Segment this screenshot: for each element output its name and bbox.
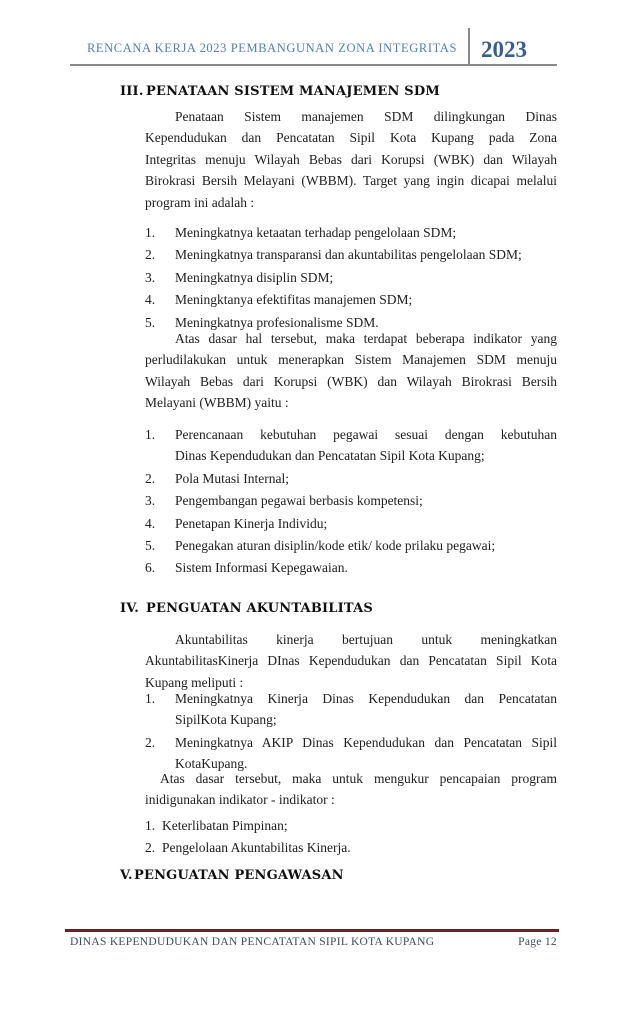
list-item-text: Sistem Informasi Kepegawaian. [175, 560, 348, 576]
list-item [145, 244, 557, 265]
footer-rule [65, 929, 559, 932]
list-item-text: Meningkatnya transparansi dan akuntabilitas pengelolaan SDM; [175, 247, 522, 263]
list-item-line: KotaKupang. [175, 756, 248, 772]
list-item-number: 6. [145, 560, 156, 576]
section-title: PENGUATAN AKUNTABILITAS [146, 601, 373, 616]
list-item [145, 222, 557, 243]
header-title: RENCANA KERJA 2023 PEMBANGUNAN ZONA INTEGRITAS [86, 40, 457, 55]
list-item [145, 815, 557, 836]
list-item-text: Meningkatnya profesionalisme SDM. [175, 314, 379, 330]
list-item-text: Meningktanya efektifitas manajemen SDM; [175, 292, 413, 308]
list-item-number: 2. [145, 470, 156, 486]
document-body [120, 0, 557, 1024]
paragraph-s3-intro [145, 106, 557, 213]
footer-page-number: Page 12 [518, 936, 557, 948]
list-item [145, 289, 557, 310]
section-number: IV. [120, 601, 140, 616]
list-item-text [175, 424, 557, 467]
list-item-text: Penegakan aturan disiplin/kode etik/ kode prilaku pegawai; [175, 538, 496, 554]
paragraph-line: program ini adalah : [145, 194, 255, 210]
paragraph-line: Wilayah Bebas dari Korupsi (WBK) dan Wilayah Birokrasi Bersih [145, 373, 557, 389]
paragraph-line: Atas dasar tersebut, maka untuk mengukur pencapaian program [160, 771, 557, 786]
list-item-line: Meningkatnya AKIP Dinas Kependudukan dan Pencatatan Sipil [175, 734, 557, 750]
list-item [145, 513, 557, 534]
list-item-number: 1. [145, 691, 156, 706]
paragraph-line: AkuntabilitasKinerja DInas Kependudukan dan Pencatatan Sipil Kota [145, 653, 557, 669]
paragraph-line: perludilakukan untuk menerapkan Sistem Manajemen SDM menuju [145, 352, 557, 368]
list-item-number: 5. [145, 538, 156, 554]
list-s4-goals [145, 688, 557, 776]
list-item [145, 688, 557, 731]
list-s3-targets [145, 222, 557, 334]
paragraph-line: Atas dasar hal tersebut, maka terdapat beberapa indikator yang [175, 331, 557, 346]
list-item [145, 490, 557, 511]
list-item-text: Pengembangan pegawai berbasis kompetensi; [175, 493, 423, 509]
list-item-number: 4. [145, 515, 156, 531]
list-item-text: Meningkatnya disiplin SDM; [175, 269, 334, 285]
section-title: PENATAAN SISTEM MANAJEMEN SDM [146, 84, 440, 99]
list-item-number: 1. [145, 427, 156, 442]
paragraph-line: Integritas menuju Wilayah Bebas dari Korupsi (WBK) dan Wilayah [145, 151, 557, 167]
list-item-text: Pengelolaan Akuntabilitas Kinerja. [162, 840, 351, 856]
list-item-number: 3. [145, 269, 156, 285]
list-item-text: Pola Mutasi Internal; [175, 470, 289, 486]
list-s4-indicators [145, 815, 557, 860]
section-title: PENGUATAN PENGAWASAN [134, 868, 344, 883]
list-item-number: 1. [145, 818, 156, 833]
list-item-number: 2. [145, 734, 156, 750]
list-item-text: Penetapan Kinerja Individu; [175, 515, 328, 531]
list-item-line: Dinas Kependudukan dan Pencatatan Sipil Kota Kupang; [175, 448, 485, 464]
list-item [145, 424, 557, 467]
list-item-number: 5. [145, 314, 156, 330]
list-item-line: SipilKota Kupang; [175, 712, 277, 728]
paragraph-line: Kupang meliputi : [145, 674, 244, 690]
section-heading-iv [120, 601, 557, 616]
list-item [145, 837, 557, 858]
list-item-number: 2. [145, 247, 156, 263]
list-item [145, 468, 557, 489]
list-item-text [175, 688, 557, 731]
list-item [145, 267, 557, 288]
paragraph-line: Birokrasi Bersih Melayani (WBBM). Target yang ingin dicapai melalui [145, 173, 557, 189]
list-s3-indicators [145, 424, 557, 580]
list-item-text: Keterlibatan Pimpinan; [162, 818, 288, 833]
paragraph-line: Kependudukan dan Pencatatan Sipil Kota Kupang pada Zona [145, 130, 557, 146]
section-number: V. [120, 868, 133, 883]
list-item [145, 557, 557, 578]
list-item-line: Meningkatnya Kinerja Dinas Kependudukan dan Pencatatan [175, 691, 557, 706]
section-heading-v [120, 868, 557, 883]
paragraph-line: Penataan Sistem manajemen SDM dilingkungan Dinas [175, 109, 557, 124]
list-item-number: 3. [145, 493, 156, 509]
page-footer [70, 936, 557, 948]
paragraph-s4-indicators [145, 768, 557, 811]
paragraph-line: inidigunakan indikator - indikator : [145, 792, 335, 808]
list-item-text: Meningkatnya ketaatan terhadap pengelolaan SDM; [175, 225, 457, 240]
list-item-number: 2. [145, 840, 156, 856]
header-year-badge: 2023 [468, 28, 557, 64]
paragraph-line: Melayani (WBBM) yaitu : [145, 395, 289, 411]
paragraph-s3-indicators [145, 328, 557, 414]
section-heading-iii [120, 84, 557, 99]
list-item-number: 4. [145, 292, 156, 308]
list-item-line: Perencanaan kebutuhan pegawai sesuai dengan kebutuhan [175, 427, 557, 442]
paragraph-s4-intro [145, 629, 557, 693]
list-item [145, 535, 557, 556]
section-number: III. [120, 84, 144, 99]
paragraph-line: Akuntabilitas kinerja bertujuan untuk meningkatkan [175, 632, 557, 647]
list-item-number: 1. [145, 225, 156, 240]
footer-agency-name: DINAS KEPENDUDUKAN DAN PENCATATAN SIPIL KOTA KUPANG [70, 936, 435, 948]
